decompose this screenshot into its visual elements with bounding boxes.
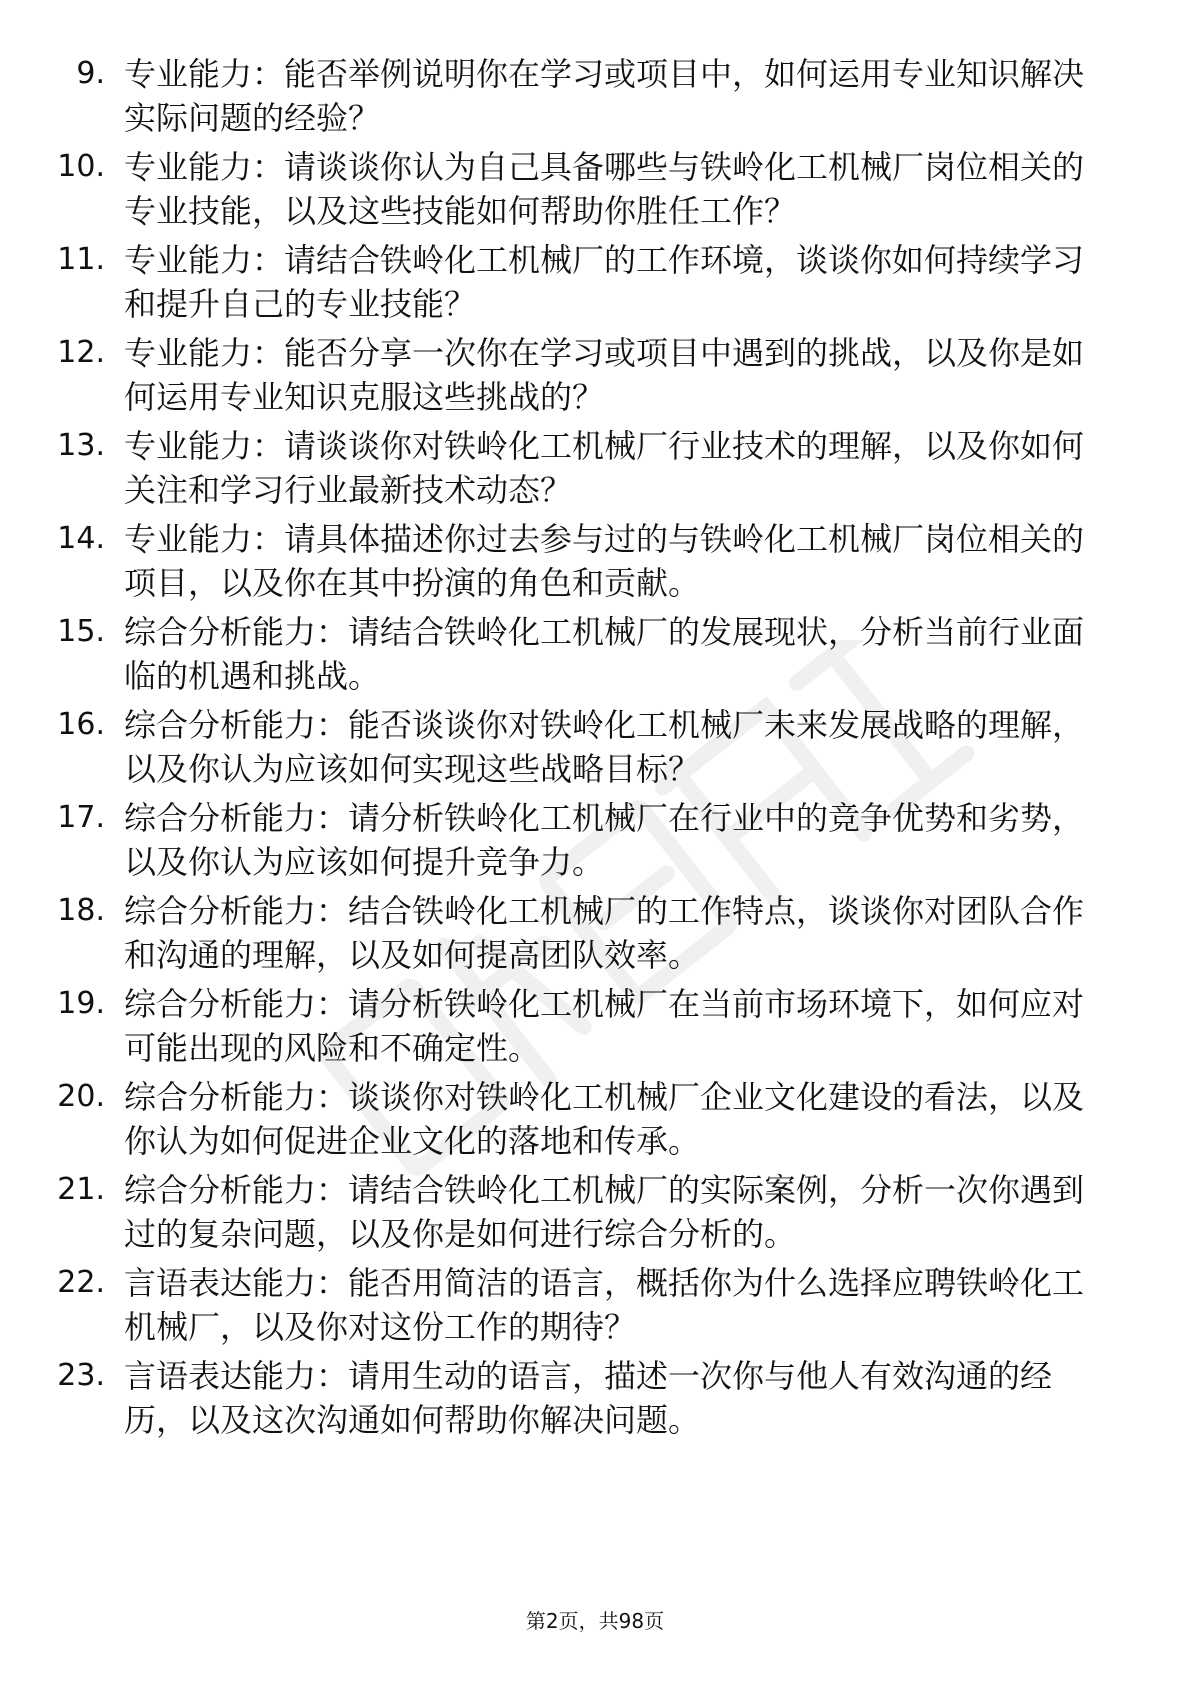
question-number: 18. <box>57 893 105 928</box>
question-number: 12. <box>57 335 105 370</box>
question-text: 综合分析能力：请分析铁岭化工机械厂在当前市场环境下，如何应对可能出现的风险和不确定性。 <box>124 985 1085 1067</box>
question-number: 21. <box>57 1172 105 1207</box>
question-text: 专业能力：请具体描述你过去参与过的与铁岭化工机械厂岗位相关的项目，以及你在其中扮演的角色和贡献。 <box>124 520 1085 602</box>
question-text: 综合分析能力：谈谈你对铁岭化工机械厂企业文化建设的看法，以及你认为如何促进企业文化的落地和传承。 <box>124 1078 1085 1160</box>
page-number-label: 第2页，共98页 <box>525 1609 665 1633</box>
question-item <box>0 1261 1190 1354</box>
question-item <box>0 424 1190 517</box>
question-item <box>0 517 1190 610</box>
question-text: 言语表达能力：请用生动的语言，描述一次你与他人有效沟通的经历，以及这次沟通如何帮助你解决问题。 <box>124 1357 1053 1439</box>
question-text: 言语表达能力：能否用简洁的语言，概括你为什么选择应聘铁岭化工机械厂，以及你对这份工作的期待？ <box>124 1264 1085 1346</box>
question-number: 14. <box>57 521 105 556</box>
question-number: 23. <box>57 1358 105 1393</box>
question-item <box>0 1168 1190 1261</box>
question-number: 13. <box>57 428 105 463</box>
question-text: 综合分析能力：请分析铁岭化工机械厂在行业中的竞争优势和劣势，以及你认为应该如何提升竞争力。 <box>124 799 1085 881</box>
page-footer <box>0 1606 1190 1636</box>
question-item <box>0 610 1190 703</box>
question-item <box>0 703 1190 796</box>
question-number: 17. <box>57 800 105 835</box>
question-item <box>0 1075 1190 1168</box>
question-text: 综合分析能力：请结合铁岭化工机械厂的实际案例，分析一次你遇到过的复杂问题，以及你是如何进行综合分析的。 <box>124 1171 1085 1253</box>
question-item <box>0 796 1190 889</box>
question-number: 19. <box>57 986 105 1021</box>
question-list <box>0 52 1190 1447</box>
question-number: 11. <box>57 242 105 277</box>
question-item <box>0 145 1190 238</box>
question-text: 综合分析能力：结合铁岭化工机械厂的工作特点，谈谈你对团队合作和沟通的理解，以及如何提高团队效率。 <box>124 892 1085 974</box>
question-number: 15. <box>57 614 105 649</box>
question-number: 10. <box>57 149 105 184</box>
question-number: 16. <box>57 707 105 742</box>
question-item <box>0 889 1190 982</box>
question-text: 综合分析能力：请结合铁岭化工机械厂的发展现状，分析当前行业面临的机遇和挑战。 <box>124 613 1085 695</box>
question-number: 9. <box>76 56 105 91</box>
question-text: 专业能力：能否分享一次你在学习或项目中遇到的挑战，以及你是如何运用专业知识克服这些挑战的？ <box>124 334 1085 416</box>
question-item <box>0 982 1190 1075</box>
question-text: 专业能力：能否举例说明你在学习或项目中，如何运用专业知识解决实际问题的经验？ <box>124 55 1085 137</box>
question-item <box>0 52 1190 145</box>
question-number: 20. <box>57 1079 105 1114</box>
question-item <box>0 331 1190 424</box>
question-item <box>0 238 1190 331</box>
question-item <box>0 1354 1190 1447</box>
question-number: 22. <box>57 1265 105 1300</box>
question-text: 专业能力：请结合铁岭化工机械厂的工作环境，谈谈你如何持续学习和提升自己的专业技能？ <box>124 241 1085 323</box>
question-text: 专业能力：请谈谈你认为自己具备哪些与铁岭化工机械厂岗位相关的专业技能，以及这些技能如何帮助你胜任工作？ <box>124 148 1085 230</box>
question-text: 专业能力：请谈谈你对铁岭化工机械厂行业技术的理解，以及你如何关注和学习行业最新技术动态？ <box>124 427 1085 509</box>
question-text: 综合分析能力：能否谈谈你对铁岭化工机械厂未来发展战略的理解，以及你认为应该如何实现这些战略目标？ <box>124 706 1085 788</box>
